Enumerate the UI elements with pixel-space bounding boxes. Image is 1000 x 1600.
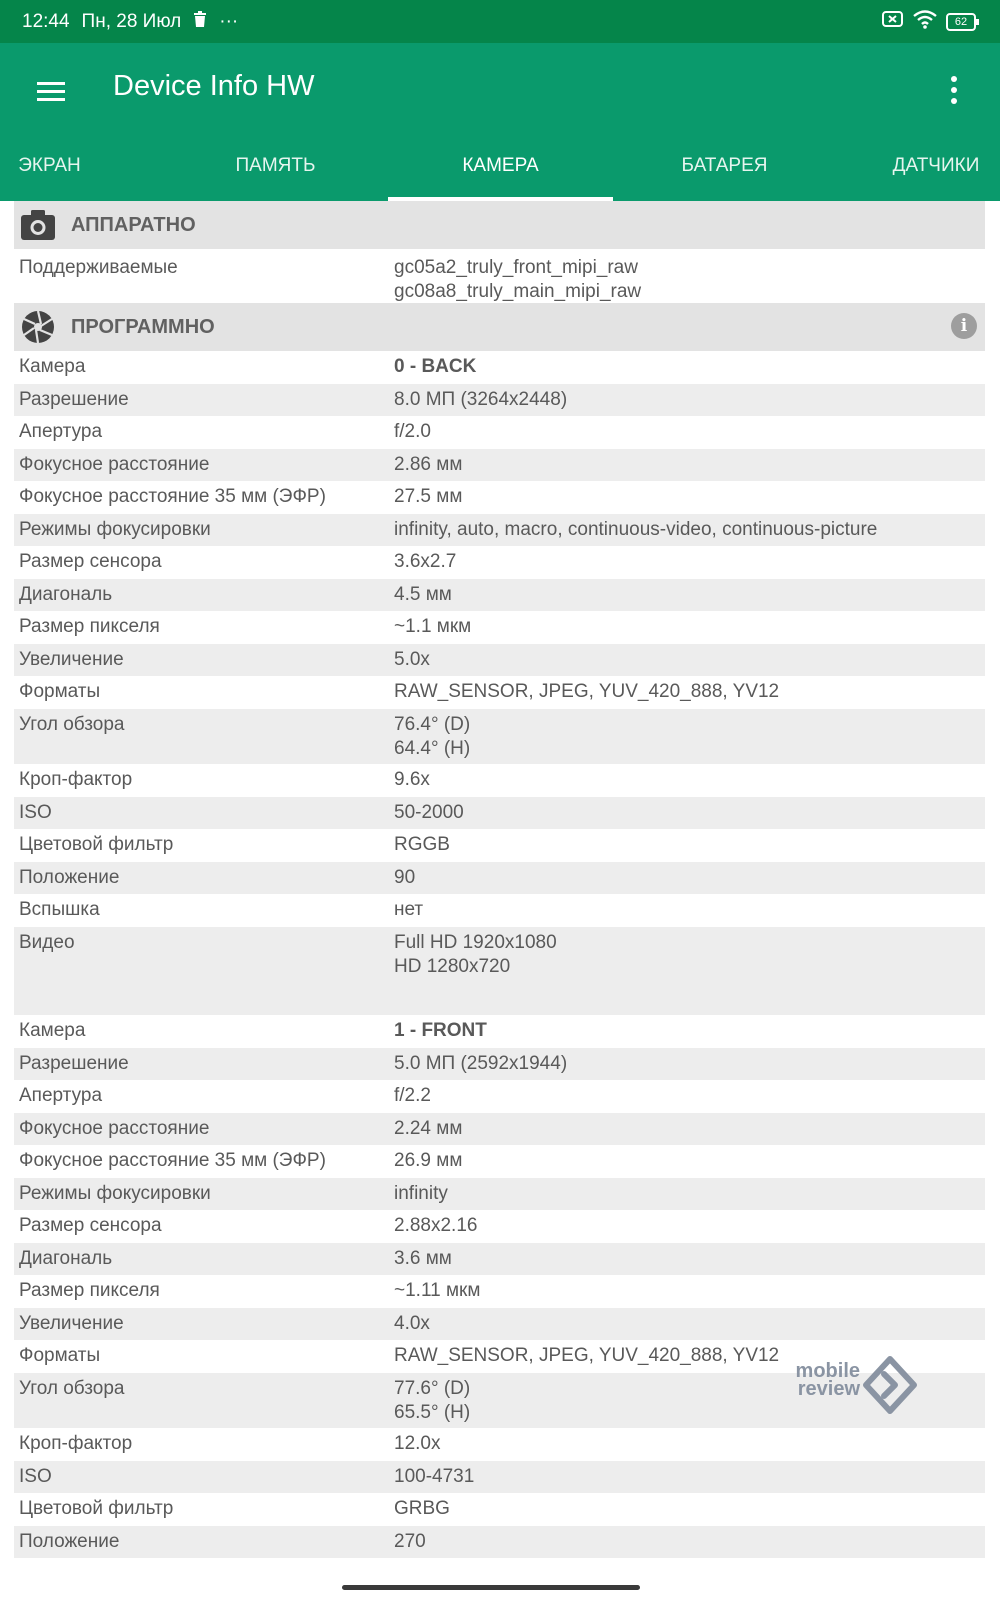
table-row <box>14 1015 985 1048</box>
table-row <box>14 514 985 547</box>
table-row <box>14 764 985 797</box>
app-bar <box>0 43 1000 201</box>
camera-separator <box>14 982 985 1015</box>
watermark-text: mobile review <box>795 1360 860 1400</box>
table-row <box>14 644 985 677</box>
row-label: Размер сенсора <box>19 551 162 572</box>
row-value: 50-2000 <box>394 801 464 823</box>
table-row <box>14 829 985 862</box>
row-label: Апертура <box>19 421 103 442</box>
battery-level: 62 <box>954 15 968 28</box>
row-value: нет <box>394 899 424 920</box>
row-value: Full HD 1920x1080 HD 1280x720 <box>394 931 557 977</box>
row-label: Цветовой фильтр <box>19 834 174 855</box>
table-row <box>14 1526 985 1559</box>
row-value: 27.5 мм <box>394 486 463 507</box>
wifi-icon <box>912 9 938 35</box>
row-label: Разрешение <box>19 1052 129 1074</box>
table-row <box>14 676 985 709</box>
row-label: Форматы <box>19 1345 101 1366</box>
row-value: f/2.0 <box>394 421 431 442</box>
camera-icon <box>19 206 57 244</box>
row-value: 2.88x2.16 <box>394 1215 478 1236</box>
row-value: RGGB <box>394 834 450 855</box>
row-label: Поддерживаемые <box>19 257 178 278</box>
row-label: Фокусное расстояние 35 мм (ЭФР) <box>19 486 326 507</box>
status-time: 12:44 <box>22 10 70 32</box>
row-value: 26.9 мм <box>394 1150 463 1171</box>
row-value: 77.6° (D) 65.5° (H) <box>394 1377 471 1423</box>
table-row <box>14 862 985 895</box>
row-label: ISO <box>19 1465 52 1487</box>
row-label: Диагональ <box>19 583 113 605</box>
aperture-icon <box>19 308 57 346</box>
tab-memory[interactable]: ПАМЯТЬ <box>235 155 316 176</box>
table-row <box>14 416 985 449</box>
table-row <box>14 1080 985 1113</box>
row-value: 4.5 мм <box>394 583 452 605</box>
info-icon[interactable]: i <box>951 313 977 339</box>
table-row <box>14 709 985 765</box>
row-label: Разрешение <box>19 388 129 410</box>
row-label: Цветовой фильтр <box>19 1498 174 1519</box>
table-row <box>14 1428 985 1461</box>
row-label: Угол обзора <box>19 1377 125 1399</box>
sim-off-icon <box>882 10 904 34</box>
tab-screen[interactable]: ЭКРАН <box>18 155 81 176</box>
more-options-icon[interactable] <box>948 73 960 107</box>
table-row <box>14 1493 985 1526</box>
row-value: RAW_SENSOR, JPEG, YUV_420_888, YV12 <box>394 1345 780 1366</box>
row-value: 5.0x <box>394 648 430 670</box>
table-row <box>14 351 985 384</box>
camera-back-rows <box>14 351 985 982</box>
row-value: 3.6x2.7 <box>394 551 457 572</box>
row-label: Камера <box>19 356 86 377</box>
table-row <box>14 1210 985 1243</box>
table-row <box>14 611 985 644</box>
row-value: infinity, auto, macro, continuous-video, continuous-picture <box>394 518 878 540</box>
row-value: gc05a2_truly_front_mipi_raw gc08a8_truly_main_mipi_raw <box>394 257 642 302</box>
section-title: АППАРАТНО <box>71 213 196 236</box>
status-date: Пн, 28 Июл <box>81 10 182 32</box>
row-label: Размер пикселя <box>19 616 160 637</box>
row-value: 9.6x <box>394 769 430 790</box>
row-label: Форматы <box>19 681 101 702</box>
row-value: 0 - BACK <box>394 356 477 377</box>
table-row <box>14 1145 985 1178</box>
table-row <box>14 1113 985 1146</box>
row-label: Апертура <box>19 1085 103 1106</box>
table-row <box>14 449 985 482</box>
row-value: 2.86 мм <box>394 453 463 475</box>
row-label: Видео <box>19 931 75 953</box>
tab-sensors[interactable]: ДАТЧИКИ <box>892 155 980 176</box>
table-row <box>14 797 985 830</box>
row-value: 8.0 МП (3264x2448) <box>394 388 568 410</box>
row-label: Угол обзора <box>19 713 125 735</box>
row-value: 90 <box>394 866 416 888</box>
row-label: Размер пикселя <box>19 1280 160 1301</box>
status-overflow: ··· <box>219 10 239 32</box>
row-label: Увеличение <box>19 1312 124 1334</box>
row-label: Кроп-фактор <box>19 769 133 790</box>
table-row <box>14 1373 985 1429</box>
row-value: 1 - FRONT <box>394 1020 487 1041</box>
row-value: ~1.11 мкм <box>394 1280 481 1301</box>
row-value: GRBG <box>394 1498 450 1519</box>
row-value: 12.0x <box>394 1433 441 1454</box>
row-value: 4.0x <box>394 1312 430 1334</box>
table-row <box>14 249 985 303</box>
app-title: Device Info HW <box>113 70 315 102</box>
section-software <box>14 303 985 351</box>
row-value: infinity <box>394 1182 448 1204</box>
row-label: Фокусное расстояние 35 мм (ЭФР) <box>19 1150 326 1171</box>
row-value: 270 <box>394 1530 426 1552</box>
row-label: Кроп-фактор <box>19 1433 133 1454</box>
row-label: Размер сенсора <box>19 1215 162 1236</box>
row-value: f/2.2 <box>394 1085 431 1106</box>
table-row <box>14 1308 985 1341</box>
row-value: 100-4731 <box>394 1465 475 1487</box>
row-label: Диагональ <box>19 1247 113 1269</box>
tab-bar <box>0 148 1000 201</box>
battery-icon <box>946 13 980 31</box>
row-label: Камера <box>19 1020 86 1041</box>
row-label: ISO <box>19 801 52 823</box>
gesture-nav-bar[interactable] <box>342 1585 640 1590</box>
row-value: 2.24 мм <box>394 1117 463 1139</box>
row-label: Вспышка <box>19 899 100 920</box>
section-hardware <box>14 201 985 249</box>
row-label: Фокусное расстояние <box>19 1117 210 1139</box>
camera-info-list[interactable] <box>14 201 985 1558</box>
row-value: 76.4° (D) 64.4° (H) <box>394 713 471 759</box>
menu-icon[interactable] <box>34 77 68 111</box>
row-value: 3.6 мм <box>394 1247 452 1269</box>
table-row <box>14 1275 985 1308</box>
row-value: ~1.1 мкм <box>394 616 472 637</box>
table-row <box>14 1340 985 1373</box>
row-label: Положение <box>19 1530 120 1552</box>
status-bar <box>0 0 1000 43</box>
table-row <box>14 1461 985 1494</box>
table-row <box>14 1178 985 1211</box>
row-label: Положение <box>19 866 120 888</box>
table-row <box>14 894 985 927</box>
table-row <box>14 546 985 579</box>
section-title: ПРОГРАММНО <box>71 315 215 338</box>
tab-camera[interactable]: КАМЕРА <box>388 148 613 201</box>
table-row <box>14 1243 985 1276</box>
table-row <box>14 384 985 417</box>
camera-front-rows <box>14 1015 985 1558</box>
table-row <box>14 481 985 514</box>
row-label: Режимы фокусировки <box>19 518 211 540</box>
trash-icon <box>193 11 207 33</box>
row-value: RAW_SENSOR, JPEG, YUV_420_888, YV12 <box>394 681 780 702</box>
tab-battery[interactable]: БАТАРЕЯ <box>681 155 768 176</box>
row-value: 5.0 МП (2592x1944) <box>394 1052 568 1074</box>
row-label: Увеличение <box>19 648 124 670</box>
table-row <box>14 579 985 612</box>
row-label: Фокусное расстояние <box>19 453 210 475</box>
table-row <box>14 1048 985 1081</box>
row-label: Режимы фокусировки <box>19 1182 211 1204</box>
table-row <box>14 927 985 983</box>
